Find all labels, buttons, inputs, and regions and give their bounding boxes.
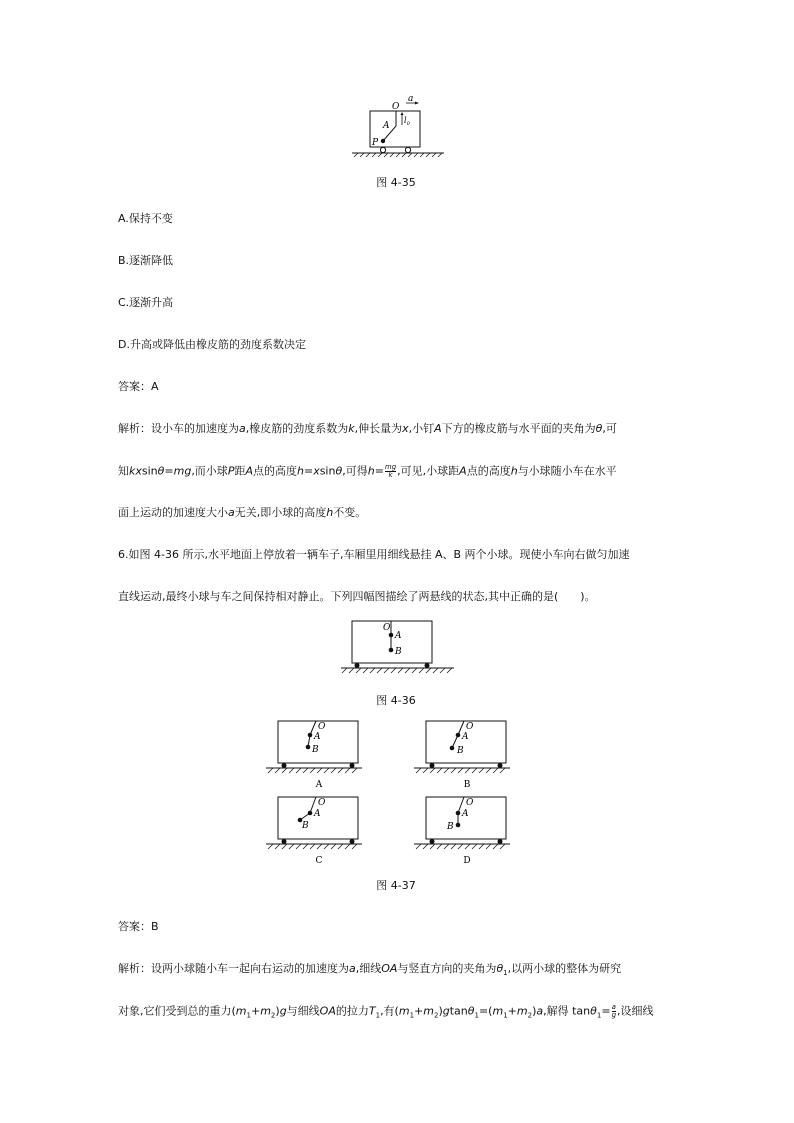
figure-4-36 — [338, 618, 458, 678]
fig437-a-label-A: A — [314, 732, 321, 742]
fraction-a-over-g: $\frac{a}{g}$ — [611, 1003, 617, 1019]
answer-2: 答案：B — [118, 920, 159, 933]
fig437-d-label-A: A — [462, 809, 469, 819]
fig435-label-P: P — [372, 138, 379, 148]
fig437-c-label-o: O — [318, 798, 326, 808]
fig437-panel-a-label: A — [315, 780, 323, 790]
fig437-d-label-B: B — [447, 822, 454, 832]
fig437-c-label-B: B — [302, 821, 309, 831]
fig435-label-a: a — [408, 95, 414, 104]
fig437-caption: 图 4-37 — [376, 879, 416, 892]
option-a: A.保持不变 — [118, 212, 173, 225]
fig435-label-l0: $l_0$ — [404, 116, 410, 127]
analysis-2-line-1: 解析：设两小球随小车一起向右运动的加速度为a,细线OA与竖直方向的夹角为$\theta_1$,以两小球的整体为研究 — [118, 962, 622, 978]
fig437-b-label-o: O — [466, 722, 474, 732]
fig435-caption: 图 4-35 — [376, 176, 416, 189]
fig436-caption: 图 4-36 — [376, 694, 416, 707]
answer-1: 答案：A — [118, 380, 159, 393]
fig437-b-label-A: A — [462, 732, 469, 742]
fig437-panel-b — [412, 715, 512, 795]
fig436-label-B: B — [395, 647, 402, 657]
option-d: D.升高或降低由橡皮筋的劲度系数决定 — [118, 338, 306, 351]
question-6-line-1: 6.如图 4-36 所示,水平地面上停放着一辆车子,车厢里用细线悬挂 A、B 两个小球。现使小车向右做匀加速 — [118, 548, 630, 561]
fig437-b-label-B: B — [457, 746, 464, 756]
fig435-label-o: O — [392, 102, 400, 112]
option-c: C.逐渐升高 — [118, 296, 174, 309]
fig437-panel-c — [264, 793, 364, 873]
option-b: B.逐渐降低 — [118, 254, 174, 267]
question-6-line-2: 直线运动,最终小球与车之间保持相对静止。下列四幅图描绘了两悬线的状态,其中正确的是( )。 — [118, 590, 596, 603]
fig437-a-label-B: B — [312, 745, 319, 755]
fig437-a-label-o: O — [318, 722, 326, 732]
figure-4-35 — [350, 95, 446, 160]
fig437-panel-b-label: B — [463, 780, 471, 790]
analysis-1-line-3: 面上运动的加速度大小a无关,即小球的高度h不变。 — [118, 506, 367, 519]
fig436-label-A: A — [395, 631, 402, 641]
figure-4-37 — [264, 715, 534, 865]
fig437-d-label-o: O — [466, 798, 474, 808]
fig437-panel-c-label: C — [315, 856, 323, 866]
fig436-label-o: O — [383, 623, 391, 633]
fig437-panel-d — [412, 793, 512, 873]
analysis-1-line-1: 解析：设小车的加速度为a,橡皮筋的劲度系数为k,伸长量为x,小钉A下方的橡皮筋与水平面的夹角为θ,可 — [118, 422, 617, 435]
analysis-1-line-2: 知kxsinθ=mg,而小球P距A点的高度h=xsinθ,可得h= $\frac{mg}{k}$ ,可见,小球距A点的高度h与小球随小车在水平 — [118, 463, 617, 479]
fig437-panel-a — [264, 715, 364, 795]
fig437-panel-d-label: D — [463, 856, 471, 866]
fig435-label-A: A — [383, 121, 390, 131]
analysis-2-line-2: 对象,它们受到总的重力$(m_1+m_2)g$与细线OA的拉力$T_1$,有$(m_1+m_2)gtan\theta_1=(m_1+m_2)a$,解得 tanθ$_1$= $\frac{a}{g}$ ,设细线 — [118, 1003, 654, 1020]
fraction-mg-over-k: $\frac{mg}{k}$ — [384, 463, 397, 479]
fig437-c-label-A: A — [314, 809, 321, 819]
